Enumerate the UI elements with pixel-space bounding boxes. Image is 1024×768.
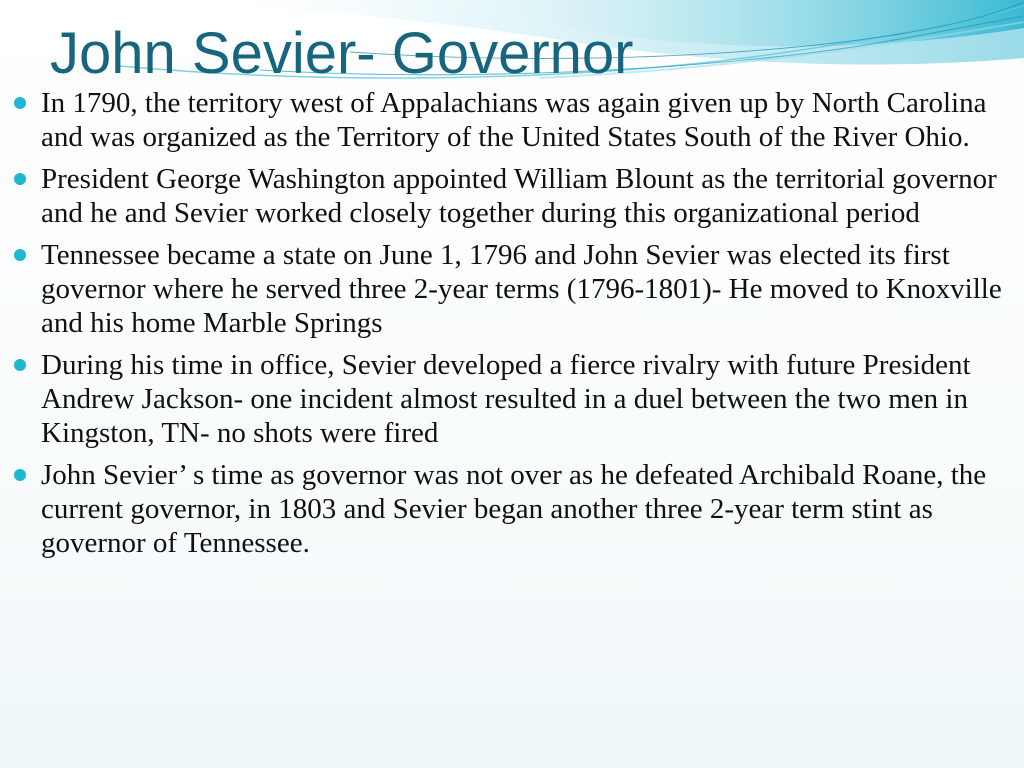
bullet-dot-icon bbox=[14, 249, 26, 261]
bullet-text: In 1790, the territory west of Appalachians was again given up by North Carolina and was organized as the Territory of the United States South of the River Ohio. bbox=[41, 87, 987, 153]
bullet-text: During his time in office, Sevier developed a fierce rivalry with future President Andrew Jackson- one incident almost resulted in a duel between the two men in Kingston, TN- no shots were fired bbox=[41, 349, 971, 449]
bullet-text: John Sevier’ s time as governor was not over as he defeated Archibald Roane, the current governor, in 1803 and Sevier began another three 2-year term stint as governor of Tennessee. bbox=[41, 459, 987, 559]
bullet-dot-icon bbox=[14, 97, 26, 109]
bullet-list bbox=[0, 86, 1010, 568]
slide-title: John Sevier- Governor bbox=[50, 21, 634, 86]
bullet-text: President George Washington appointed William Blount as the territorial governor and he and Sevier worked closely together during this organizational period bbox=[41, 163, 997, 229]
bullet-dot-icon bbox=[14, 469, 26, 481]
bullet-item bbox=[0, 458, 1010, 560]
bullet-text: Tennessee became a state on June 1, 1796 and John Sevier was elected its first governor where he served three 2-year terms (1796-1801)- He moved to Knoxville and his home Marble Springs bbox=[41, 239, 1002, 339]
bullet-item bbox=[0, 348, 1010, 450]
bullet-item bbox=[0, 162, 1010, 230]
bullet-dot-icon bbox=[14, 173, 26, 185]
bullet-item bbox=[0, 86, 1010, 154]
bullet-dot-icon bbox=[14, 359, 26, 371]
bullet-item bbox=[0, 238, 1010, 340]
